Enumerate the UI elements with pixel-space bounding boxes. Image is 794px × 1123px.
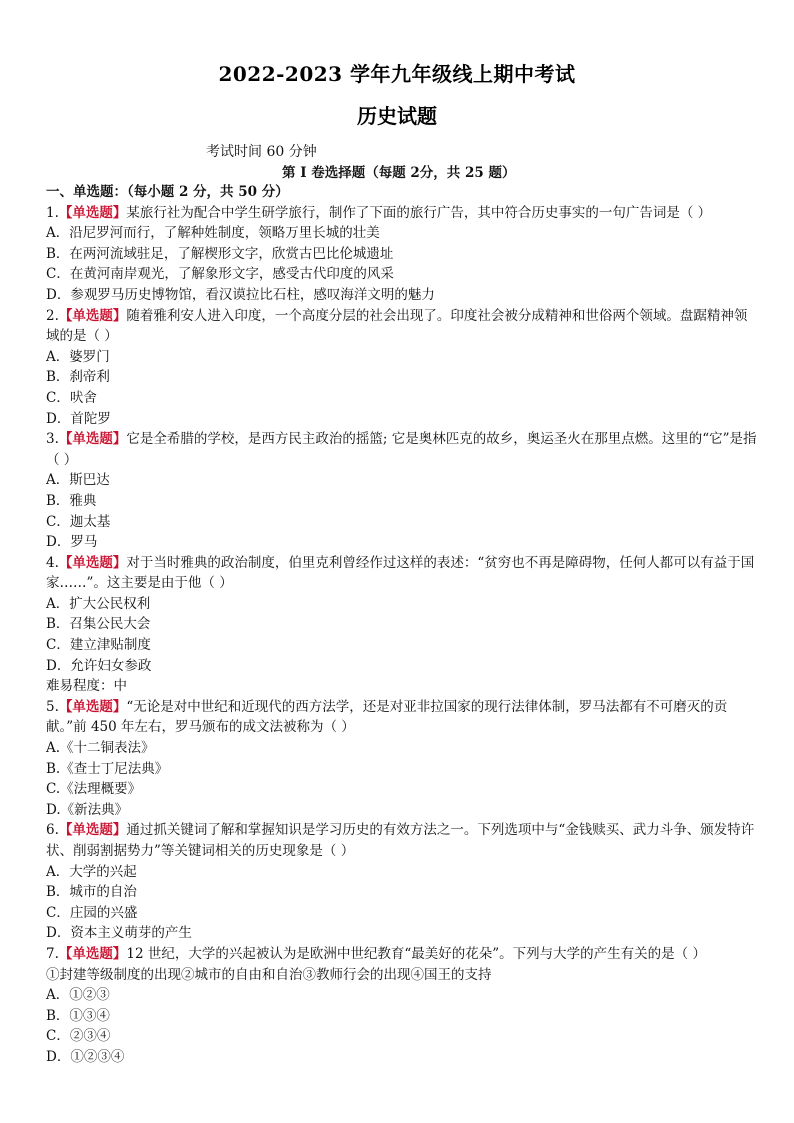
question-number: 4. <box>46 554 59 571</box>
question-stem <box>46 820 758 861</box>
option-c: C．庄园的兴盛 <box>46 904 138 921</box>
question-list <box>46 182 758 1068</box>
question-stem <box>46 944 758 965</box>
option-d: D．允许妇女参政 <box>46 657 152 674</box>
question-type-tag: 【单选题】 <box>58 822 127 839</box>
option-b: B．召集公民大会 <box>46 616 151 633</box>
option-b: B．在两河流域驻足，了解楔形文字，欣赏古巴比伦城遗址 <box>46 245 394 262</box>
question-1 <box>46 203 758 306</box>
option-d: D.《新法典》 <box>46 801 129 818</box>
option-b: B.《查士丁尼法典》 <box>46 760 169 777</box>
option-c: C．②③④ <box>46 1028 111 1045</box>
option-c: C．吠舍 <box>46 389 97 406</box>
question-type-tag: 【单选题】 <box>58 945 127 962</box>
question-number: 5. <box>46 698 59 715</box>
question-stem <box>46 203 758 224</box>
option-a: A．大学的兴起 <box>46 863 137 880</box>
question-3 <box>46 429 758 553</box>
question-number: 1. <box>46 204 59 221</box>
exam-time: 考试时间 60 分钟 <box>206 144 317 160</box>
question-type-tag: 【单选题】 <box>58 698 127 715</box>
option-a: A．沿尼罗河而行，了解种姓制度，领略万里长城的壮美 <box>46 225 380 242</box>
section-heading: 一、单选题：（每小题 2 分，共 50 分） <box>46 184 289 200</box>
option-a: A．扩大公民权利 <box>46 595 151 612</box>
question-number: 2. <box>46 307 59 324</box>
option-a: A．斯巴达 <box>46 472 110 489</box>
option-a: A．婆罗门 <box>46 348 110 365</box>
question-text: 某旅行社为配合中学生研学旅行，制作了下面的旅行广告，其中符合历史事实的一句广告词是（ ） <box>126 204 712 221</box>
option-b: B．城市的自治 <box>46 884 137 901</box>
question-text: 随着雅利安人进入印度，一个高度分层的社会出现了。印度社会被分成精神和世俗两个领域。盘踞精神领域的是（ ） <box>46 307 748 345</box>
option-d: D．参观罗马历史博物馆，看汉谟拉比石柱，感叹海洋文明的魅力 <box>46 286 435 303</box>
question-type-tag: 【单选题】 <box>58 204 127 221</box>
question-7 <box>46 944 758 1068</box>
question-type-tag: 【单选题】 <box>58 554 127 571</box>
option-c: C.《法理概要》 <box>46 781 142 798</box>
option-d: D．资本主义萌芽的产生 <box>46 925 192 942</box>
question-text: 通过抓关键词了解和掌握知识是学习历史的有效方法之一。下列选项中与“金钱赎买、武力斗争、颁发特许状、削弱割据势力”等关键词相关的历史现象是（ ） <box>46 822 755 859</box>
question-text: 对于当时雅典的政治制度，伯里克利曾经作过这样的表述：“贫穷也不再是障碍物，任何人都可以有益于国家……”。这主要是由于他（ ） <box>46 554 755 592</box>
question-5 <box>46 697 758 821</box>
question-stem <box>46 429 758 470</box>
question-text: 它是全希腊的学校，是西方民主政治的摇篮; 它是奥林匹克的故乡，奥运圣火在那里点燃。这里的“它”是指（ ） <box>46 431 757 468</box>
option-b: B．刹帝利 <box>46 369 110 386</box>
question-number: 3. <box>46 431 59 448</box>
part-title: 第 I 卷选择题（每题 2分，共 25 题） <box>282 165 516 181</box>
question-statements: ①封建等级制度的出现②城市的自由和自治③教师行会的出现④国王的支持 <box>46 966 492 983</box>
option-a: A.《十二铜表法》 <box>46 740 155 757</box>
question-6 <box>46 820 758 944</box>
option-d: D．罗马 <box>46 534 98 551</box>
question-text: “无论是对中世纪和近现代的西方法学，还是对亚非拉国家的现行法律体制，罗马法都有不可磨灭的贡献。”前 450 年左右，罗马颁布的成文法被称为（ ） <box>46 698 728 736</box>
question-stem <box>46 553 758 594</box>
option-d: D．首陀罗 <box>46 410 111 427</box>
question-text: 12 世纪，大学的兴起被认为是欧洲中世纪教育“最美好的花朵”。下列与大学的产生有关的是（ ） <box>126 945 706 962</box>
option-c: C．在黄河南岸观光，了解象形文字，感受古代印度的风采 <box>46 266 394 283</box>
option-c: C．迦太基 <box>46 513 111 530</box>
option-c: C．建立津贴制度 <box>46 637 151 654</box>
difficulty-level: 难易程度：中 <box>46 678 127 695</box>
question-stem <box>46 306 758 347</box>
question-4 <box>46 553 758 697</box>
option-d: D．①②③④ <box>46 1048 125 1065</box>
option-a: A．①②③ <box>46 987 110 1004</box>
question-stem <box>46 697 758 738</box>
question-type-tag: 【单选题】 <box>58 307 127 324</box>
exam-subject: 历史试题 <box>357 104 437 128</box>
option-b: B．①③④ <box>46 1007 110 1024</box>
question-number: 6. <box>46 822 59 839</box>
question-2 <box>46 306 758 430</box>
question-number: 7. <box>46 945 59 962</box>
option-b: B．雅典 <box>46 492 97 509</box>
exam-title: 2022-2023 学年九年级线上期中考试 <box>218 62 576 86</box>
question-type-tag: 【单选题】 <box>58 431 127 448</box>
